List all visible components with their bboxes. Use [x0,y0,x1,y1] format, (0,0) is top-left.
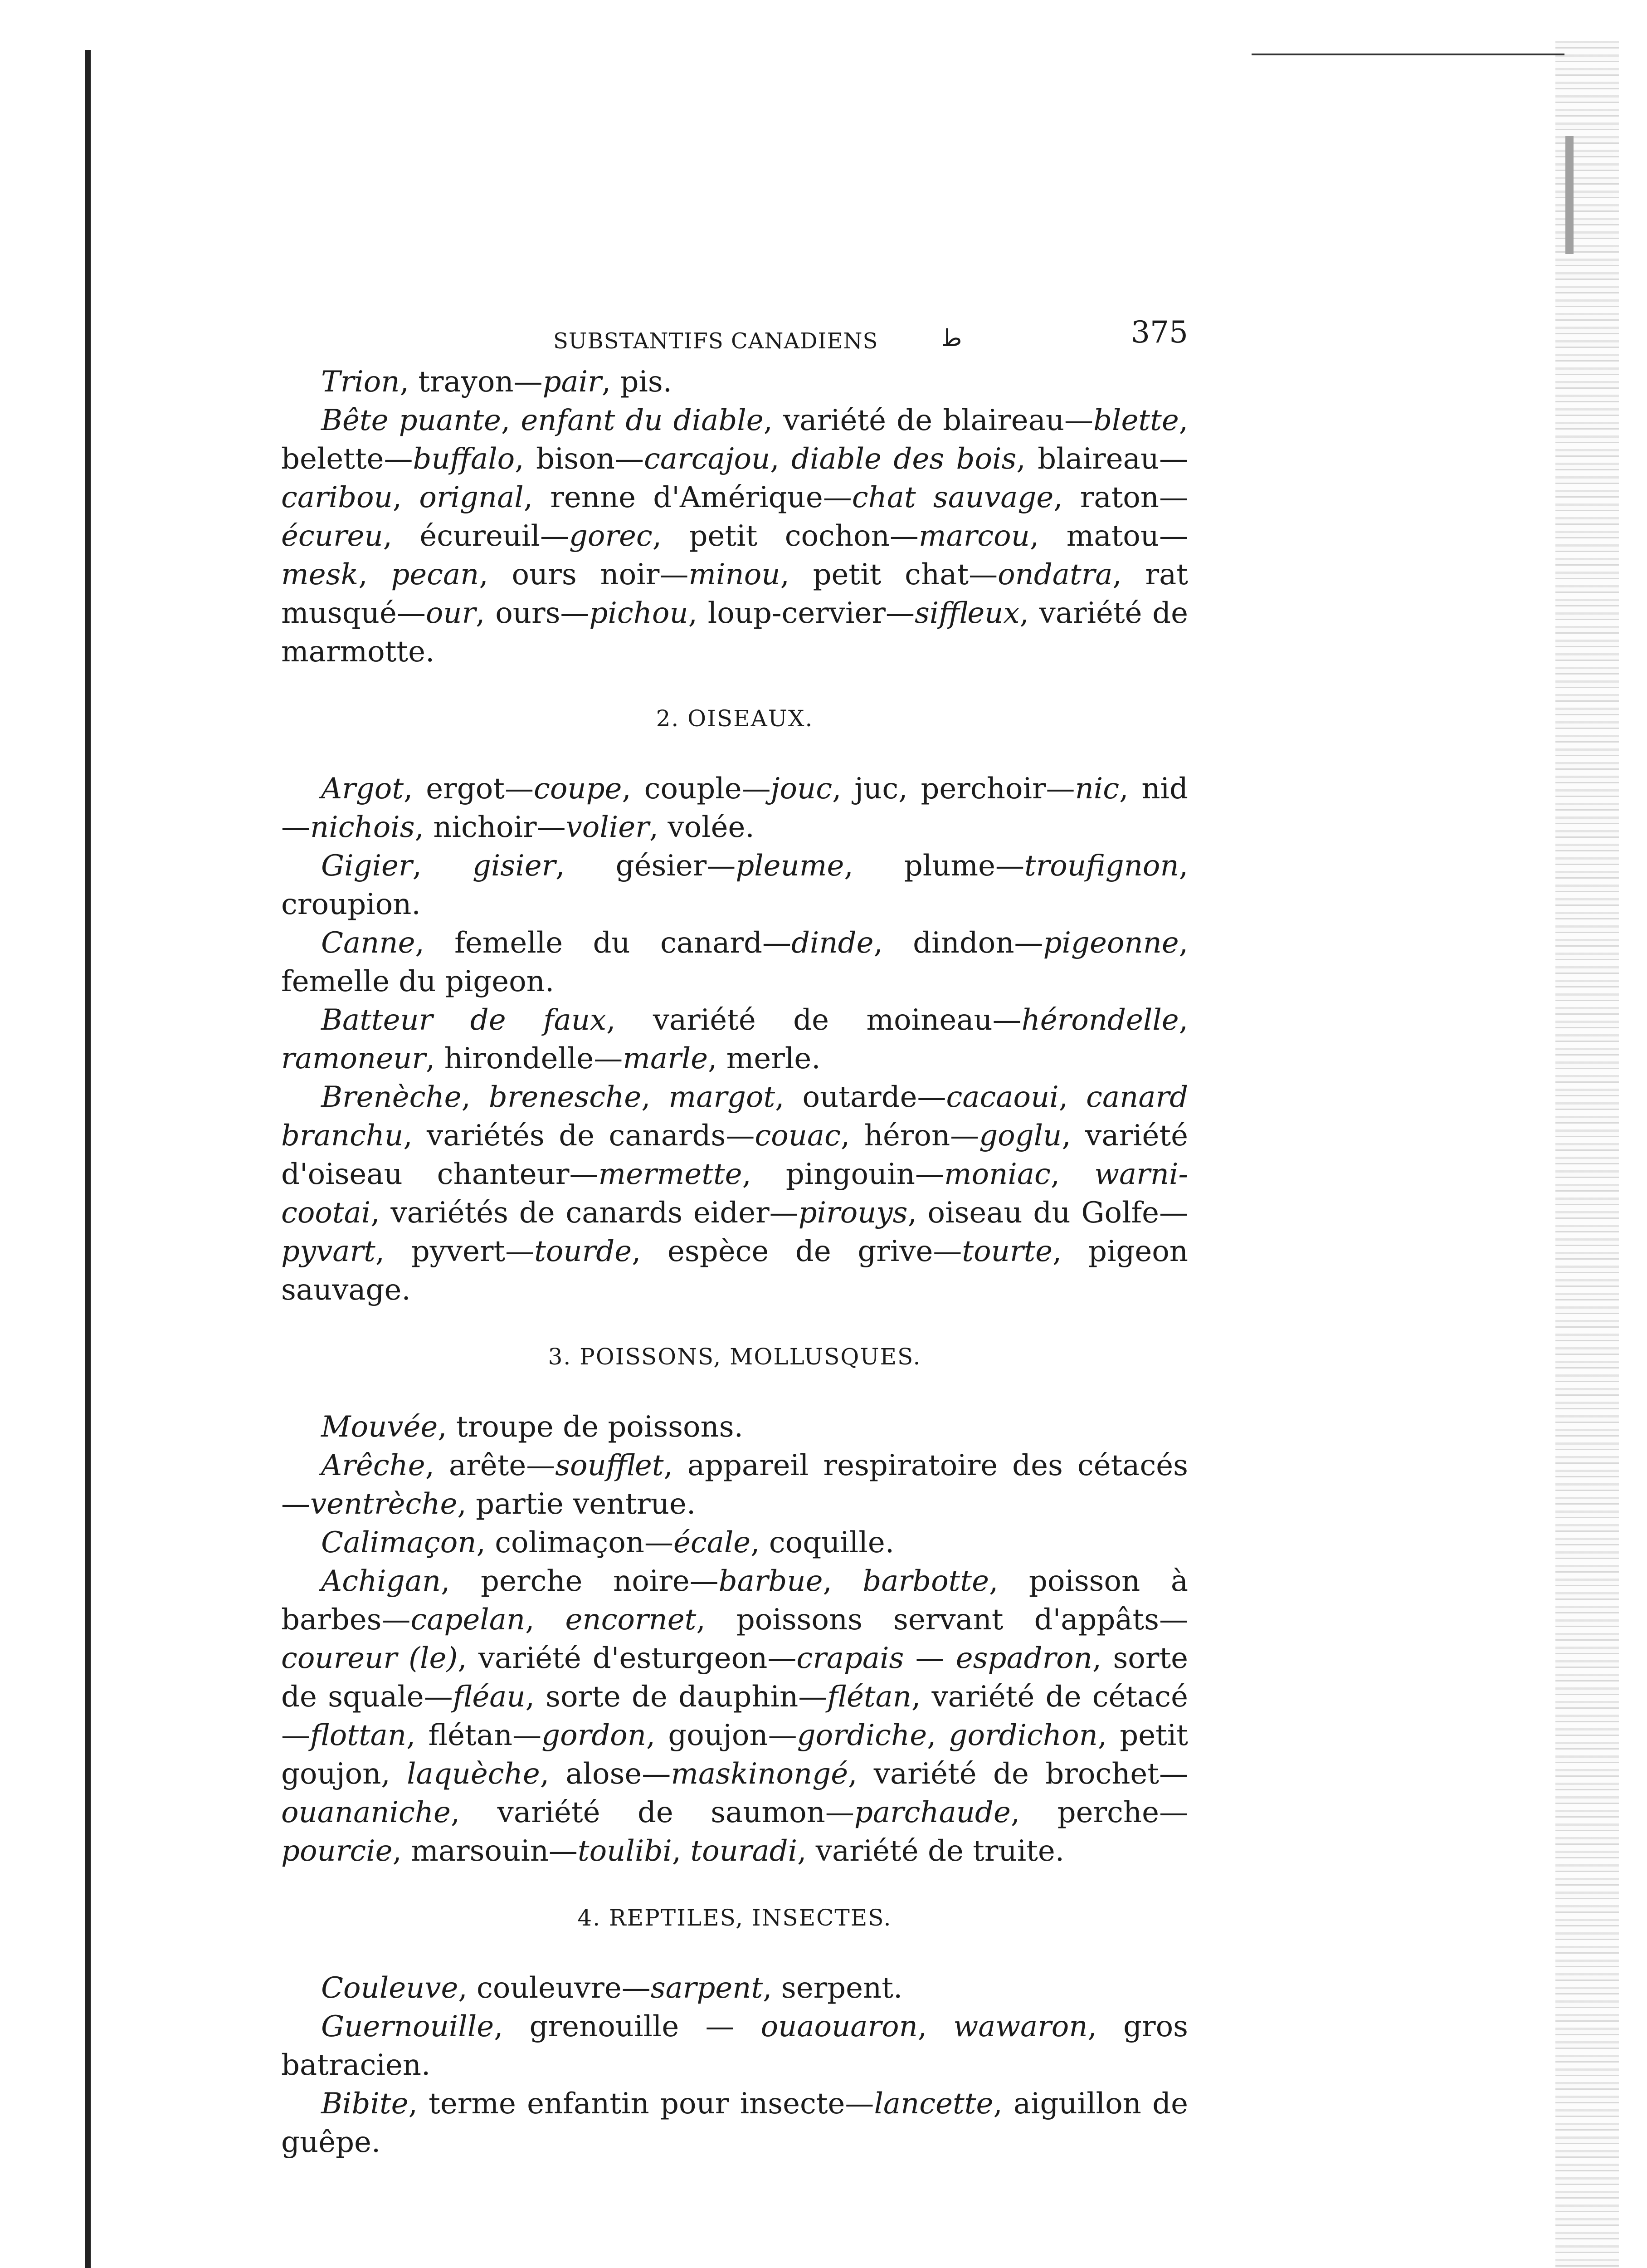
term-italic: Bête puante [321,404,501,437]
term-italic: ventrèche [310,1487,458,1521]
gloss-text: , raton— [1053,481,1189,514]
gloss-text: , femelle du pigeon. [281,926,1189,998]
gloss-text: , perche— [1010,1796,1188,1829]
term-italic: orignal [419,481,524,514]
term-italic: ouaouaron [760,2010,918,2043]
entry-paragraph [281,1001,1188,1078]
entry-paragraph [281,1969,1188,2008]
term-italic: goglu [979,1119,1062,1153]
term-italic: Brenèche [321,1080,462,1114]
gloss-text: , [358,558,391,591]
term-italic: dinde [791,926,874,960]
term-italic: laquèche [407,1757,540,1791]
entry-paragraph [281,1408,1188,1447]
gloss-text: , écureuil— [383,519,569,553]
gloss-text: , belette— [281,404,1189,476]
term-italic: Canne [321,926,415,960]
term-italic: pourcie [281,1834,393,1868]
term-italic: parchaude [854,1796,1011,1829]
term-italic: gordiche [797,1719,927,1752]
term-italic: ouananiche [281,1796,451,1829]
gloss-text: , variété de cétacé— [281,1680,1189,1752]
term-italic: hérondelle [1021,1003,1179,1037]
gloss-text: , variété de truite. [797,1834,1065,1868]
gloss-text: , bison— [515,442,644,476]
term-italic: tourde [534,1235,632,1268]
term-italic: pirouys [798,1196,908,1230]
gloss-text: , rat musqué— [281,558,1189,630]
term-italic: mermette [598,1158,742,1191]
gloss-text: , blaireau— [1016,442,1189,476]
gloss-text: , poisson à barbes— [281,1564,1189,1637]
gloss-text: , ergot— [404,772,534,806]
gloss-text: , matou— [1029,519,1188,553]
term-italic: pecan [391,558,479,591]
gloss-text: , merle. [708,1042,821,1075]
gloss-text: , alose— [540,1757,671,1791]
term-italic: flottan [310,1719,407,1752]
term-italic: Mouvée [321,1410,438,1444]
term-italic: pleume [736,849,844,883]
gloss-text: , terme enfantin pour insecte— [408,2087,874,2121]
entry-paragraph [281,363,1188,401]
gloss-text: , variété d'oiseau chanteur— [281,1119,1189,1191]
gloss-text: , loup-cervier— [688,596,915,630]
entry-paragraph [281,924,1188,1001]
gloss-text: , couple— [622,772,771,806]
term-italic: barbotte [862,1564,989,1598]
gloss-text: , goujon— [646,1719,797,1752]
term-italic: crapais [796,1642,904,1675]
gloss-text: , marsouin— [392,1834,578,1868]
gloss-text: , volée. [649,811,755,844]
term-italic: encornet [565,1603,697,1637]
gloss-text: , petit chat— [780,558,998,591]
gloss-text: , sorte de squale— [281,1642,1189,1714]
gloss-text: , variété de marmotte. [281,596,1188,669]
entry-paragraph [281,2008,1188,2085]
term-italic: jouc [770,772,833,806]
gloss-text: , nichoir— [414,811,566,844]
term-italic: Arêche [321,1449,425,1482]
term-italic: Argot [321,772,404,806]
gloss-text: , [1058,1080,1087,1114]
term-italic: wawaron [953,2010,1088,2043]
gloss-text: , [1050,1158,1095,1191]
gloss-text: , pyvert— [375,1235,535,1268]
term-italic: coureur (le) [281,1642,458,1675]
term-italic: canard branchu [281,1080,1189,1153]
term-italic: gorec [569,519,653,553]
gloss-text: , variété de saumon— [450,1796,854,1829]
gloss-text: , variété d'esturgeon— [458,1642,797,1675]
scan-right-edge [1555,41,1619,2268]
term-italic: soufflet [555,1449,664,1482]
gloss-text: , troupe de poissons. [438,1410,743,1444]
gloss-text: , plume— [844,849,1024,883]
term-italic: volier [565,811,649,844]
term-italic: carcajou [644,442,770,476]
term-italic: chat sauvage [852,481,1054,514]
term-italic: siffleux [914,596,1020,630]
term-italic: couac [755,1119,841,1153]
term-italic: lancette [874,2087,994,2121]
running-head-mark: ﻃ [943,325,962,352]
term-italic: gordichon [949,1719,1098,1752]
entry-paragraph [281,401,1188,671]
term-italic: espadron [955,1642,1092,1675]
entry-paragraph [281,770,1188,847]
term-italic: Trion [321,365,400,399]
section-heading: 2. OISEAUX. [656,705,814,732]
gloss-text: , femelle du canard— [415,926,791,960]
gloss-text: , trayon— [400,365,543,399]
gloss-text: , outarde— [775,1080,946,1114]
gloss-text: , [525,1603,565,1637]
term-italic: gordon [541,1719,646,1752]
term-italic: flétan [827,1680,911,1714]
term-italic: Guernouille [321,2010,494,2043]
term-italic: ondatra [998,558,1113,591]
gloss-text: , ours noir— [479,558,689,591]
running-head-title: SUBSTANTIFS CANADIENS [553,328,878,354]
entry-paragraph [281,1562,1188,1871]
gloss-text: , petit cochon— [652,519,919,553]
term-italic: toulibi [577,1834,672,1868]
gloss-text: , gésier— [555,849,736,883]
gloss-text: , sorte de dauphin— [525,1680,828,1714]
gloss-text: , espèce de grive— [632,1235,962,1268]
term-italic: écureu [281,519,383,553]
gloss-text: , héron— [840,1119,979,1153]
term-italic: tourte [962,1235,1053,1268]
term-italic: cacaoui [946,1080,1059,1114]
gloss-text: , oiseau du Golfe— [907,1196,1189,1230]
entry-paragraph [281,1078,1188,1310]
page-number: 375 [1131,315,1188,350]
term-italic: nic [1075,772,1120,806]
term-italic: Achigan [321,1564,441,1598]
term-italic: caribou [281,481,393,514]
gloss-text: , serpent. [763,1971,903,2005]
gloss-text: , pigeon sauvage. [281,1235,1188,1307]
gloss-text: , poissons servant d'appâts— [696,1603,1189,1637]
term-italic: fléau [453,1680,526,1714]
book-page [281,313,1188,2162]
gloss-text: , colimaçon— [476,1526,673,1559]
gloss-text: , pis. [601,365,672,399]
gloss-text: , coquille. [750,1526,895,1559]
gloss-text: , dindon— [873,926,1043,960]
scan-left-edge [85,50,91,2268]
term-italic: maskinongé [671,1757,848,1791]
gloss-text: , perche noire— [441,1564,719,1598]
gloss-text: , partie ventrue. [457,1487,696,1521]
gloss-text: , variété de moineau— [606,1003,1022,1037]
gloss-text: , variété de blaireau— [763,404,1094,437]
scan-top-rule [1252,54,1564,55]
gloss-text: , aiguillon de guêpe. [281,2087,1189,2159]
gloss-text: , [501,404,521,437]
term-italic: Gigier [321,849,413,883]
gloss-text: , [917,2010,954,2043]
gloss-text: , [927,1719,949,1752]
gloss-text: , [461,1080,489,1114]
gloss-text: , grenouille — [494,2010,761,2043]
term-italic: pyvart [281,1235,375,1268]
entry-paragraph [281,1447,1188,1524]
term-italic: Batteur de faux [321,1003,607,1037]
gloss-text: , petit goujon, [281,1719,1188,1791]
gloss-text: , [672,1834,691,1868]
term-italic: capelan [410,1603,526,1637]
term-italic: our [425,596,476,630]
entry-paragraph [281,1524,1188,1562]
gloss-text: , flétan— [406,1719,542,1752]
scan-right-edge-bar [1565,136,1574,254]
gloss-text: , [1179,1003,1189,1037]
term-italic: sarpent [650,1971,763,2005]
gloss-text: , nid— [281,772,1189,844]
entry-paragraph [281,2085,1188,2162]
term-italic: enfant du diable [521,404,764,437]
term-italic: minou [688,558,780,591]
term-italic: barbue [718,1564,823,1598]
gloss-text: , variétés de canards eider— [370,1196,799,1230]
gloss-text: , [823,1564,863,1598]
term-italic: pair [542,365,602,399]
gloss-text: , variété de brochet— [848,1757,1189,1791]
term-italic: blette [1093,404,1179,437]
term-italic: diable des bois [791,442,1017,476]
gloss-text: , hirondelle— [425,1042,623,1075]
term-italic: écale [673,1526,751,1559]
term-italic: pigeonne [1043,926,1179,960]
gloss-text: , ours— [476,596,590,630]
gloss-text: , couleuvre— [458,1971,651,2005]
term-italic: Calimaçon [321,1526,477,1559]
term-italic: brenesche [488,1080,642,1114]
section-heading: 3. POISSONS, MOLLUSQUES. [548,1344,921,1370]
gloss-text: , [412,849,473,883]
gloss-text: , appareil respiratoire des cétacés— [281,1449,1188,1521]
gloss-text: , [392,481,419,514]
gloss-text: , [770,442,791,476]
gloss-text: — [904,1642,956,1675]
term-italic: Couleuve [321,1971,458,2005]
section-heading: 4. REPTILES, INSECTES. [577,1905,892,1931]
page-body [281,363,1188,2162]
term-italic: mesk [281,558,359,591]
entry-paragraph [281,847,1188,924]
gloss-text: , [641,1080,669,1114]
gloss-text: , renne d'Amérique— [523,481,852,514]
term-italic: moniac [944,1158,1051,1191]
term-italic: troufignon [1024,849,1179,883]
term-italic: Bibite [321,2087,409,2121]
term-italic: touradi [690,1834,798,1868]
term-italic: marcou [918,519,1030,553]
gloss-text: , pingouin— [742,1158,944,1191]
gloss-text: , gros batracien. [281,2010,1189,2082]
gloss-text: , juc, perchoir— [832,772,1075,806]
term-italic: coupe [533,772,622,806]
term-italic: nichois [310,811,415,844]
term-italic: marle [623,1042,708,1075]
term-italic: pichou [589,596,688,630]
term-italic: margot [668,1080,775,1114]
term-italic: buffalo [413,442,515,476]
gloss-text: , croupion. [281,849,1188,921]
term-italic: gisier [472,849,556,883]
gloss-text: , variétés de canards— [403,1119,755,1153]
term-italic: warni-cootai [281,1158,1189,1230]
term-italic: ramoneur [281,1042,426,1075]
gloss-text: , arête— [425,1449,555,1482]
running-head [281,313,1188,363]
